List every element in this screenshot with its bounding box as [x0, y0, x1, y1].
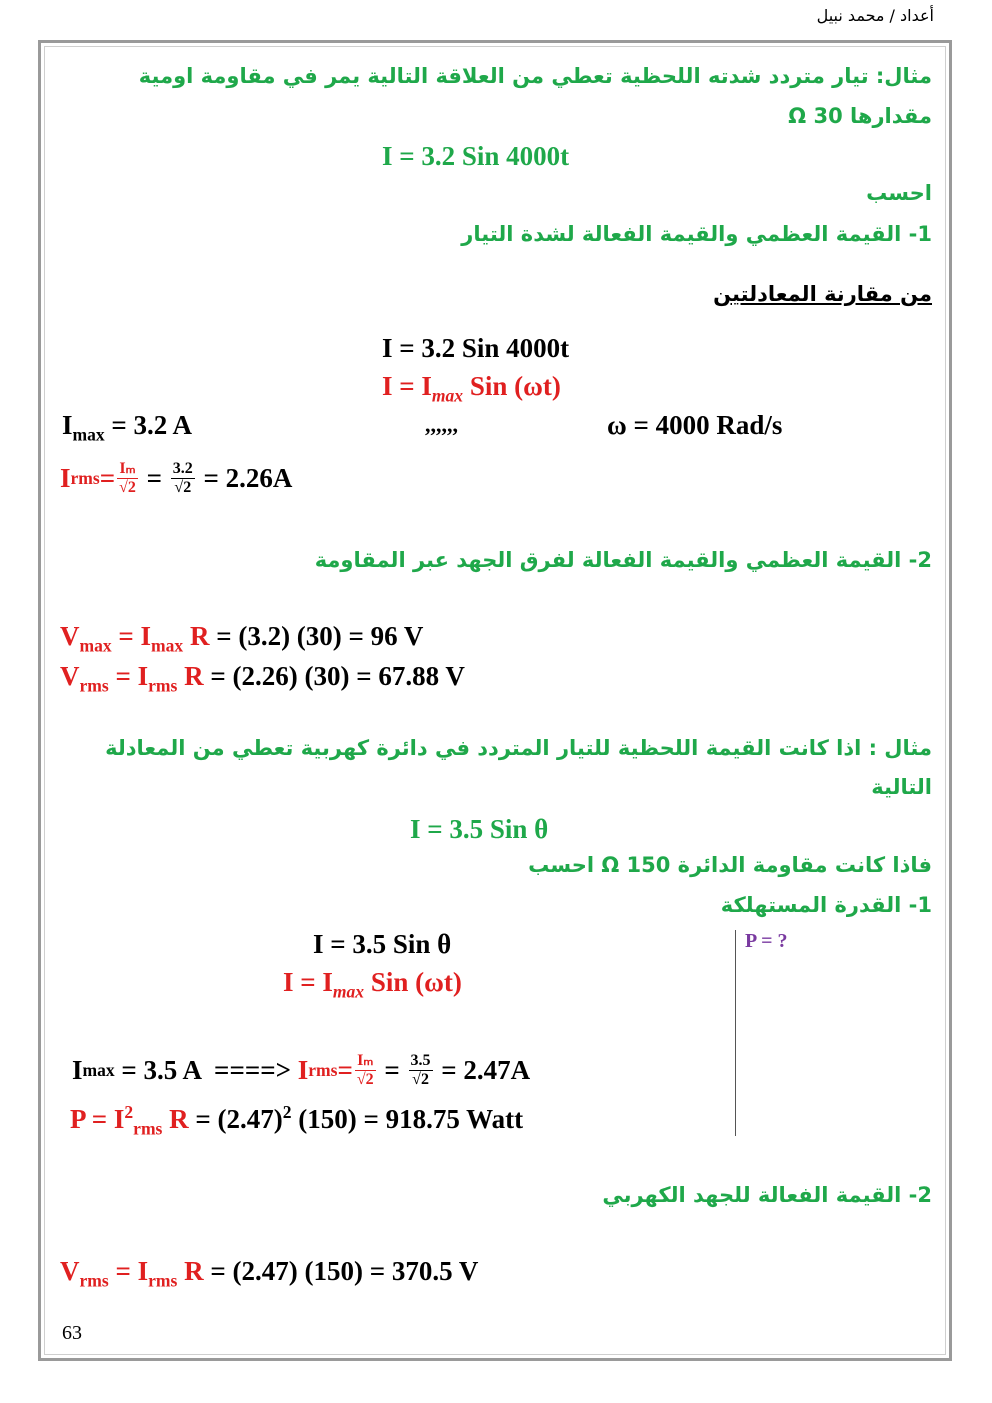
- example1-question2: 2- القيمة العظمي والقيمة الفعالة لفرق الجهد عبر المقاومة: [314, 548, 932, 572]
- vertical-divider: [735, 930, 736, 1136]
- example1-line2: مقدارها 30 Ω: [788, 104, 932, 128]
- author-header: أعداد / محمد نبيل: [816, 6, 934, 25]
- example1-imax: $I_{max} = 3.2$ A: [62, 410, 193, 445]
- example1-line1: مثال: تيار متردد شدته اللحظية تعطي من العلاقة التالية يمر في مقاومة اومية: [138, 64, 932, 88]
- example2-equation1: I = 3.5 Sin θ: [313, 929, 452, 959]
- example1-question1: 1- القيمة العظمي والقيمة الفعالة لشدة التيار: [461, 222, 932, 246]
- example1-calc-label: احسب: [866, 181, 932, 205]
- example1-omega: ω = 4000 Rad/s: [607, 410, 783, 440]
- fraction-im-root2: $\frac{\text{Iₘ}}{√2}$: [356, 1051, 374, 1088]
- compare-heading: من مقارنة المعادلتين: [713, 282, 932, 306]
- example2-question1: 1- القدرة المستهلكة: [720, 893, 932, 917]
- example1-given-equation: I = 3.2 Sin 4000t: [382, 141, 570, 171]
- example2-line3: فاذا كانت مقاومة الدائرة 150 Ω احسب: [528, 853, 932, 877]
- example2-line2: التالية: [871, 775, 932, 799]
- example1-vmax: $V_{max} = I_{max}$ R = (3.2) (30) = 96 V: [60, 621, 424, 656]
- page-number: 63: [62, 1322, 82, 1344]
- example1-equation1: I = 3.2 Sin 4000t: [382, 333, 570, 363]
- example2-general-equation: $I = I_{max}$ Sin (ωt): [283, 967, 462, 1002]
- example2-vrms: $V_{rms} = I_{rms}$ R = (2.47) (150) = 370.5 V: [60, 1256, 479, 1291]
- fraction-value-root2: $\frac{3.2}{√2}$: [172, 459, 193, 496]
- example2-question2: 2- القيمة الفعالة للجهد الكهربي: [602, 1183, 932, 1207]
- power-unknown-label: P = ?: [745, 930, 788, 952]
- example1-vrms: $V_{rms} = I_{rms}$ R = (2.26) (30) = 67.88 V: [60, 661, 465, 696]
- example2-given-equation: I = 3.5 Sin θ: [410, 814, 549, 844]
- ditto-marks: ,,,,,,: [425, 412, 458, 437]
- example2-line1: مثال : اذا كانت القيمة اللحظية للتيار المتردد في دائرة كهربية تعطي من المعادلة: [105, 736, 932, 760]
- example1-irms: I rms = $\frac{\text{Iₘ}}{√2}$ = $\frac{3.2}{√2}$ = 2.26A: [60, 459, 293, 496]
- fraction-value-root2: $\frac{3.5}{√2}$: [410, 1051, 431, 1088]
- fraction-im-root2: $\frac{\text{Iₘ}}{√2}$: [119, 459, 136, 496]
- example2-imax-irms: I max = 3.5 A ====> I rms = $\frac{\text{Iₘ}}{√2}$ = $\frac{3.5}{√2}$ = 2.47A: [72, 1051, 531, 1088]
- example1-general-equation: $I = I_{max}$ Sin (ωt): [382, 371, 561, 406]
- example2-power: $P = I^2_{rms}$ $R = (2.47)^2$ (150) = 918.75 Watt: [70, 1102, 524, 1139]
